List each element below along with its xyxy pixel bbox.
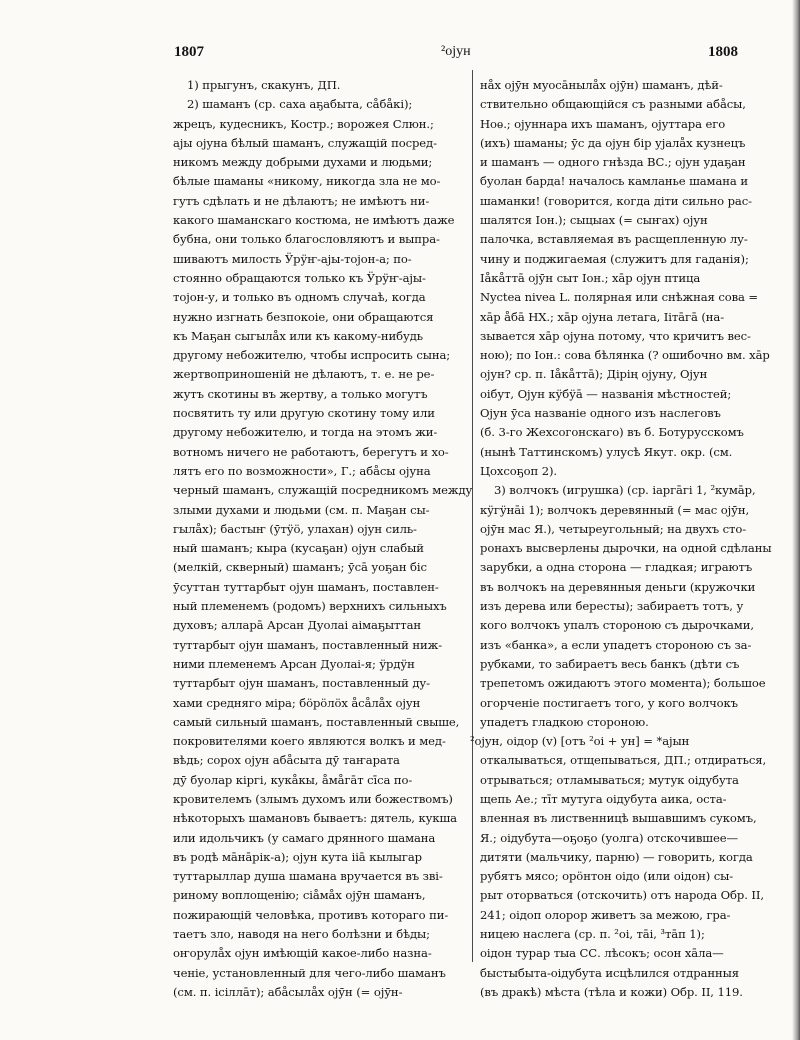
text-line: и шаманъ — одного гнѣзда ВС.; ојун удаҕан	[480, 155, 746, 170]
text-line: черный шаманъ, служащій посредникомъ между	[173, 483, 473, 498]
column-divider	[472, 70, 473, 962]
text-line: нåх ојӯн муосāнылåх ојӯн) шаманъ, дѣй-	[480, 78, 723, 92]
text-line: духовъ; алларā Арсан Дуолаі аімаҕыттан	[173, 618, 422, 633]
text-line: ²ојун, оідор (v) [отъ ²оі + ун] = *аjын	[470, 734, 690, 749]
text-line: зарубки, а одна сторона — гладкая; играютъ	[480, 560, 753, 575]
text-line: бубна, они только благословляютъ и выпра-	[173, 232, 440, 247]
text-line: Я.; оідубута—оҕоҕо (уолга) отскочившее—	[480, 830, 738, 845]
text-line: какого шаманскаго костюма, не имѣютъ даже	[173, 213, 455, 228]
text-line: шиваютъ милость Ӱрӱҥ-аjы-тојон-а; по-	[173, 251, 412, 266]
text-line: изъ дерева или бересты); забираетъ тотъ, у	[480, 599, 744, 614]
text-line: тојон-у, и только въ одномъ случаѣ, когда	[173, 290, 426, 305]
page-number-right: 1808	[708, 44, 738, 60]
text-line: дӯ буолар кіргі, кукåкы, åмåгāт сīса по-	[173, 772, 413, 787]
text-line: (въ дракѣ) мѣста (тѣла и кожи) Обр. II, 119.	[480, 984, 743, 999]
text-line: быстыбыта-оідубута исцѣлился отдранныя	[480, 965, 739, 980]
text-line: вленная въ лиственницѣ вышавшимъ сукомъ,	[480, 811, 757, 826]
running-head: ²ојун	[441, 44, 471, 59]
text-line: туттарыллар душа шамана вручается въ зві-	[173, 869, 443, 884]
text-line: или идольчикъ (у самаго дрянного шамана	[173, 830, 436, 845]
page-number-left: 1807	[174, 44, 204, 60]
text-line: упадетъ гладкою стороною.	[480, 714, 649, 729]
text-line: щепь Ае.; тīт мутуга оідубута аика, оста-	[480, 791, 727, 806]
scan-edge-shadow	[792, 0, 800, 1040]
text-line: оібут, Ојун кӱбӱā — названія мѣстностей;	[480, 386, 732, 401]
text-line: рыт оторваться (отскочить) отъ народа Обр. II,	[480, 888, 764, 903]
text-line: буолан барда! началось камланье шамана и	[480, 174, 748, 189]
text-line: (см. п. ісіллāт); абåсылåх ојӯн (= ојӯн-	[173, 984, 403, 999]
text-line: кӱгӱнāі 1); волчокъ деревянный (= мас ојӯн,	[480, 502, 750, 517]
text-line: огорченіе постигаетъ того, у кого волчокъ	[480, 695, 738, 710]
text-line: другому небожителю, и тогда на этомъ жи-	[173, 425, 438, 440]
text-line: 3) волчокъ (игрушка) (ср. іаргāгі 1, ²кумāр,	[494, 483, 756, 498]
text-line: туттарбыт ојун шаманъ, поставленный ниж-	[173, 637, 443, 652]
text-line: рубками, то забираетъ весь банкъ (дѣти съ	[480, 656, 740, 671]
text-line: ојун? ср. п. Іåкåттā); Дірің ојуну, Ојун	[480, 367, 708, 382]
text-line: (нынѣ Таттинскомъ) улусѣ Якут. окр. (см.	[480, 444, 733, 459]
text-line: самый сильный шаманъ, поставленный свыше,	[173, 714, 460, 729]
text-line: къ Маҕан сыгылåх или къ какому-нибудь	[173, 328, 424, 343]
text-line: шаманки! (говорится, когда діти сильно рас-	[480, 193, 752, 208]
text-line: ојӯн мас Я.), четыреугольный; на двухъ сто-	[480, 521, 747, 536]
text-line: аjы ојуна бѣлый шаманъ, служащій посред-	[173, 135, 437, 150]
text-line: ченіе, установленный для чего-либо шаманъ	[173, 965, 446, 980]
text-line: нужно изгнать безпокоіе, они обращаются	[173, 309, 434, 324]
text-line: зывается хāр ојуна потому, что кричитъ вес-	[480, 328, 751, 343]
text-line: гутъ сдѣлать и не дѣлаютъ; не имѣютъ ни-	[173, 193, 430, 208]
text-line: Nyctea nivea L. полярная или снѣжная сова =	[480, 290, 759, 305]
right-column	[470, 76, 772, 999]
text-line: рубятъ мясо; орöнтон оідо (или оідон) сы-	[480, 869, 734, 884]
text-line: ною); по Іон.: сова бѣлянка (? ошибочно вм. хāр	[480, 348, 770, 363]
left-column	[173, 76, 473, 999]
text-line: ствительно общающійся съ разными абåсы,	[480, 97, 746, 112]
text-line: ними племенемъ Арсан Дуолаі-я; ӱрдӱн	[173, 656, 415, 671]
text-line: пожирающій человѣка, противъ котораго пи-	[173, 907, 449, 922]
text-line: вѣдь; сорох ојун абåсыта дӯ таҥарата	[173, 753, 400, 768]
text-line: откалываться, отщепываться, ДП.; отдираться,	[480, 753, 767, 768]
text-line: посвятить ту или другую скотину тому или	[173, 406, 435, 421]
text-line: дитяти (мальчику, парню) — говорить, когда	[480, 849, 753, 864]
text-line: жрецъ, кудесникъ, Костр.; ворожея Слюн.;	[173, 116, 434, 131]
text-line: (б. 3-го Жехсогонскаго) въ б. Ботурусскомъ	[480, 425, 744, 440]
text-line: въ волчокъ на деревянныя деньги (кружочки	[480, 579, 756, 594]
text-line: Ојун ӯса названіе одного изъ наслеговъ	[480, 406, 721, 421]
text-line: трепетомъ ожидаютъ этого момента); большое	[480, 676, 766, 691]
text-line: ный шаманъ; кыра (кусаҕан) ојун слабый	[173, 541, 424, 556]
text-line: стоянно обращаются только къ Ӱрӱҥ-аjы-	[173, 270, 426, 285]
text-line: (мелкій, скверный) шаманъ; ӯсā уоҕан біс	[173, 560, 427, 575]
text-line: Цохсоҕоп 2).	[480, 463, 557, 478]
text-line: хами средняго міра; бöрöлöх åсåлåх ојун	[173, 695, 421, 710]
text-line: ронахъ высверлены дырочки, на одной сдѣланы	[480, 541, 772, 556]
text-line: ницею наслега (ср. п. ²оі, тāі, ³тāп 1);	[480, 927, 705, 942]
text-line: таетъ зло, наводя на него болѣзни и бѣды;	[173, 927, 430, 942]
text-line: Іåкåттā ојӯн сыт Іон.; хāр ојун птица	[480, 270, 701, 285]
text-line: 241; оідоп олорор живетъ за межою, гра-	[480, 907, 731, 922]
text-line: другому небожителю, чтобы испросить сына;	[173, 348, 451, 363]
text-line: риному воплощенію; сіåмåх ојӯн шаманъ,	[173, 888, 426, 903]
text-line: вотномъ ничего не работаютъ, берегутъ и хо-	[173, 444, 449, 459]
text-line: покровителями коего являются волкъ и мед-	[173, 734, 446, 749]
text-line: туттарбыт ојун шаманъ, поставленный ду-	[173, 676, 430, 691]
text-line: палочка, вставляемая въ расщепленную лу-	[480, 232, 748, 247]
text-line: изъ «банка», а если упадетъ стороною съ за-	[480, 637, 752, 652]
text-line: 2) шаманъ (ср. саха аҕабыта, сåбåкі);	[187, 97, 413, 112]
text-line: оҥорулåх ојун имѣющій какое-либо назна-	[173, 946, 432, 961]
text-line: чину и поджигаемая (служитъ для гаданія);	[480, 251, 749, 266]
text-line: гылåх); бастыҥ (ӯтӱö, улахан) ојун силь-	[173, 521, 417, 536]
text-line: никомъ между добрыми духами и людьми;	[173, 155, 433, 170]
text-line: (ихъ) шаманы; ӯс да ојун бір ујалåх кузнецъ	[480, 135, 746, 150]
text-line: лятъ его по возможности», Г.; абåсы ојуна	[173, 463, 431, 478]
text-line: отрываться; отламываться; мутук оідубута	[480, 772, 739, 787]
text-line: ный племенемъ (родомъ) верхнихъ сильныхъ	[173, 599, 447, 614]
text-line: оідон турар тыа СС. лѣсокъ; осон хāла—	[480, 946, 724, 961]
text-line: кровителемъ (злымъ духомъ или божествомъ)	[173, 791, 453, 806]
text-line: кого волчокъ упалъ стороною съ дырочками,	[480, 618, 754, 633]
text-line: въ родѣ мāнāрік-а); ојун кута ііā кылыгар	[173, 849, 422, 864]
text-line: 1) прыгунъ, скакунъ, ДП.	[187, 78, 341, 92]
text-line: нѣкоторыхъ шамановъ бываетъ: дятель, кукша	[173, 811, 457, 826]
text-line: злыми духами и людьми (см. п. Маҕан сы-	[173, 502, 430, 517]
text-line: жутъ скотины въ жертву, а только могутъ	[173, 386, 428, 401]
text-line: ӯсуттан туттарбыт ојун шаманъ, поставлен-	[173, 579, 439, 594]
text-line: жертвоприношеній не дѣлаютъ, т. е. не ре-	[173, 367, 435, 382]
text-line: шалятся Іон.); сыцыах (= сыҥах) ојун	[480, 213, 708, 228]
text-line: бѣлые шаманы «никому, никогда зла не мо-	[173, 174, 441, 189]
text-line: Ноѳ.; ојуннара ихъ шаманъ, ојуттара его	[480, 116, 726, 131]
text-line: хāр åбā НХ.; хāр ојуна летага, Іітāгā (на-	[480, 309, 725, 324]
